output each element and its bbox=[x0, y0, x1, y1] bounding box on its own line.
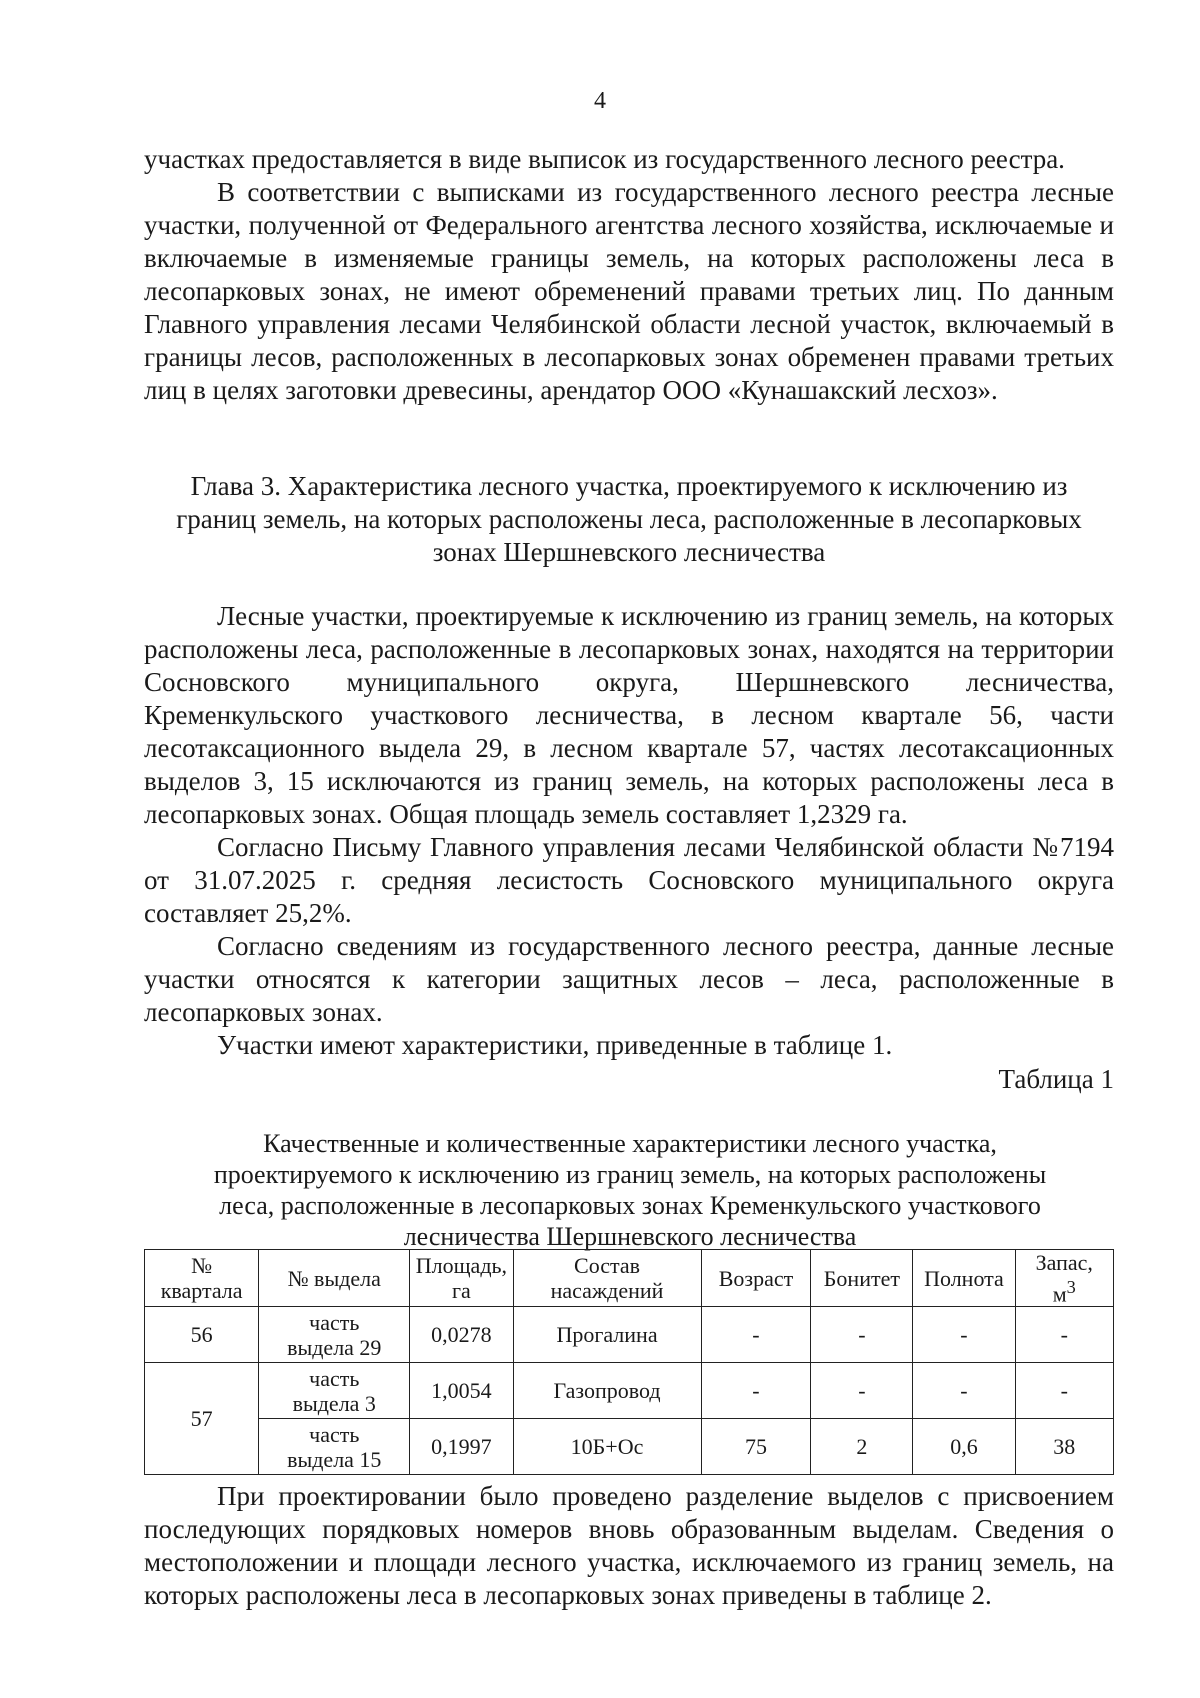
page-number: 4 bbox=[594, 88, 606, 114]
cell-bonitet: - bbox=[811, 1363, 913, 1419]
cell-composition: Прогалина bbox=[513, 1307, 701, 1363]
chapter-title bbox=[144, 470, 1114, 569]
header-composition-line-2: насаждений bbox=[550, 1278, 664, 1304]
cell-composition: Газопровод bbox=[513, 1363, 701, 1419]
table-caption-line-2: проектируемого к исключению из границ земель, на которых расположены bbox=[213, 1160, 1047, 1189]
cell-plot-line-2: выдела 29 bbox=[287, 1334, 382, 1360]
cell-stock: 38 bbox=[1015, 1419, 1113, 1475]
body-paragraph-1: Лесные участки, проектируемые к исключению из границ земель, на которых расположены леса, расположенные в лесопарковых зонах, находятся на территории Сосновского муниципального округа, Шершневского лесничества, Кременкульского участкового лесничества, в лесном квартале 56, части лесотаксационного выдела 29, в лесном квартале 57, частях лесотаксационных выделов 3, 15 исключаются из границ земель, на которых расположены леса в лесопарковых зонах. Общая площадь земель составляет 1,2329 га. bbox=[144, 601, 1114, 829]
header-area-line-1: Площадь, bbox=[415, 1253, 508, 1279]
closing-section bbox=[144, 1480, 1114, 1612]
body-paragraph-2: Согласно Письму Главного управления лесами Челябинской области №7194 от 31.07.2025 г. средняя лесистость Сосновского муниципального округа составляет 25,2%. bbox=[144, 832, 1114, 928]
header-quarter-line-2: квартала bbox=[160, 1278, 243, 1304]
intro-paragraph-1: участках предоставляется в виде выписок из государственного лесного реестра. bbox=[144, 144, 1065, 174]
chapter-body bbox=[144, 600, 1114, 1062]
chapter-title-line-2: границ земель, на которых расположены леса, расположенные в лесопарковых bbox=[176, 504, 1082, 534]
table-caption-line-4: лесничества Шершневского лесничества bbox=[403, 1222, 857, 1251]
intro-paragraph-2: В соответствии с выписками из государственного лесного реестра лесные участки, полученной от Федерального агентства лесного хозяйства, исключаемые и включаемые в изменяемые границы земель, на которых расположены леса в лесопарковых зонах, не имеют обременений правами третьих лиц. По данным Главного управления лесами Челябинской области лесной участок, включаемый в границы лесов, расположенных в лесопарковых зонах обременен правами третьих лиц в целях заготовки древесины, арендатор ООО «Кунашакский лесхоз». bbox=[144, 177, 1114, 405]
header-quarter-line-1: № bbox=[191, 1253, 213, 1279]
cell-bonitet: - bbox=[811, 1307, 913, 1363]
header-stock-unit: м bbox=[1052, 1281, 1067, 1307]
body-paragraph-3: Согласно сведениям из государственного лесного реестра, данные лесные участки относятся к категории защитных лесов – леса, расположенные в лесопарковых зонах. bbox=[144, 931, 1114, 1027]
header-quarter bbox=[145, 1250, 259, 1307]
cell-area: 0,0278 bbox=[410, 1307, 513, 1363]
header-stock bbox=[1015, 1250, 1113, 1307]
cell-density: - bbox=[913, 1363, 1015, 1419]
table-caption-line-1: Качественные и количественные характеристики лесного участка, bbox=[263, 1129, 997, 1158]
cell-plot bbox=[259, 1307, 410, 1363]
header-composition bbox=[513, 1250, 701, 1307]
chapter-title-line-1: Глава 3. Характеристика лесного участка, проектируемого к исключению из bbox=[190, 471, 1068, 501]
header-age: Возраст bbox=[701, 1250, 811, 1307]
chapter-title-line-3: зонах Шершневского лесничества bbox=[432, 537, 826, 567]
cell-stock: - bbox=[1015, 1363, 1113, 1419]
table-row bbox=[145, 1419, 1114, 1475]
cell-area: 0,1997 bbox=[410, 1419, 513, 1475]
cell-plot-line-1: часть bbox=[309, 1365, 360, 1391]
body-paragraph-4: Участки имеют характеристики, приведенные в таблице 1. bbox=[217, 1030, 893, 1060]
cell-plot bbox=[259, 1419, 410, 1475]
cell-composition: 10Б+Ос bbox=[513, 1419, 701, 1475]
forest-plot-table bbox=[144, 1249, 1114, 1475]
table-row bbox=[145, 1307, 1114, 1363]
table-label: Таблица 1 bbox=[998, 1064, 1114, 1094]
cell-quarter: 56 bbox=[145, 1307, 259, 1363]
table-caption bbox=[150, 1128, 1110, 1252]
table-caption-line-3: леса, расположенные в лесопарковых зонах Кременкульского участкового bbox=[219, 1191, 1041, 1220]
header-plot: № выдела bbox=[259, 1250, 410, 1307]
header-stock-unit-exponent: 3 bbox=[1066, 1277, 1076, 1297]
cell-stock: - bbox=[1015, 1307, 1113, 1363]
cell-plot bbox=[259, 1363, 410, 1419]
cell-area: 1,0054 bbox=[410, 1363, 513, 1419]
header-bonitet: Бонитет bbox=[811, 1250, 913, 1307]
header-density: Полнота bbox=[913, 1250, 1015, 1307]
header-area bbox=[410, 1250, 513, 1307]
header-area-line-2: га bbox=[452, 1278, 471, 1304]
cell-plot-line-2: выдела 3 bbox=[292, 1390, 376, 1416]
table-header-row bbox=[145, 1250, 1114, 1307]
cell-density: 0,6 bbox=[913, 1419, 1015, 1475]
cell-age: - bbox=[701, 1363, 811, 1419]
cell-bonitet: 2 bbox=[811, 1419, 913, 1475]
cell-quarter: 57 bbox=[145, 1363, 259, 1475]
table-row bbox=[145, 1363, 1114, 1419]
cell-age: - bbox=[701, 1307, 811, 1363]
cell-density: - bbox=[913, 1307, 1015, 1363]
cell-plot-line-1: часть bbox=[309, 1421, 360, 1447]
header-stock-line-1: Запас, bbox=[1035, 1250, 1093, 1275]
header-composition-line-1: Состав bbox=[574, 1253, 641, 1279]
intro-section bbox=[144, 143, 1114, 407]
cell-plot-line-2: выдела 15 bbox=[287, 1446, 382, 1472]
cell-age: 75 bbox=[701, 1419, 811, 1475]
cell-plot-line-1: часть bbox=[309, 1309, 360, 1335]
closing-paragraph-1: При проектировании было проведено разделение выделов с присвоением последующих порядковых номеров вновь образованным выделам. Сведения о местоположении и площади лесного участка, исключаемого из границ земель, на которых расположены леса в лесопарковых зонах приведены в таблице 2. bbox=[144, 1481, 1114, 1610]
